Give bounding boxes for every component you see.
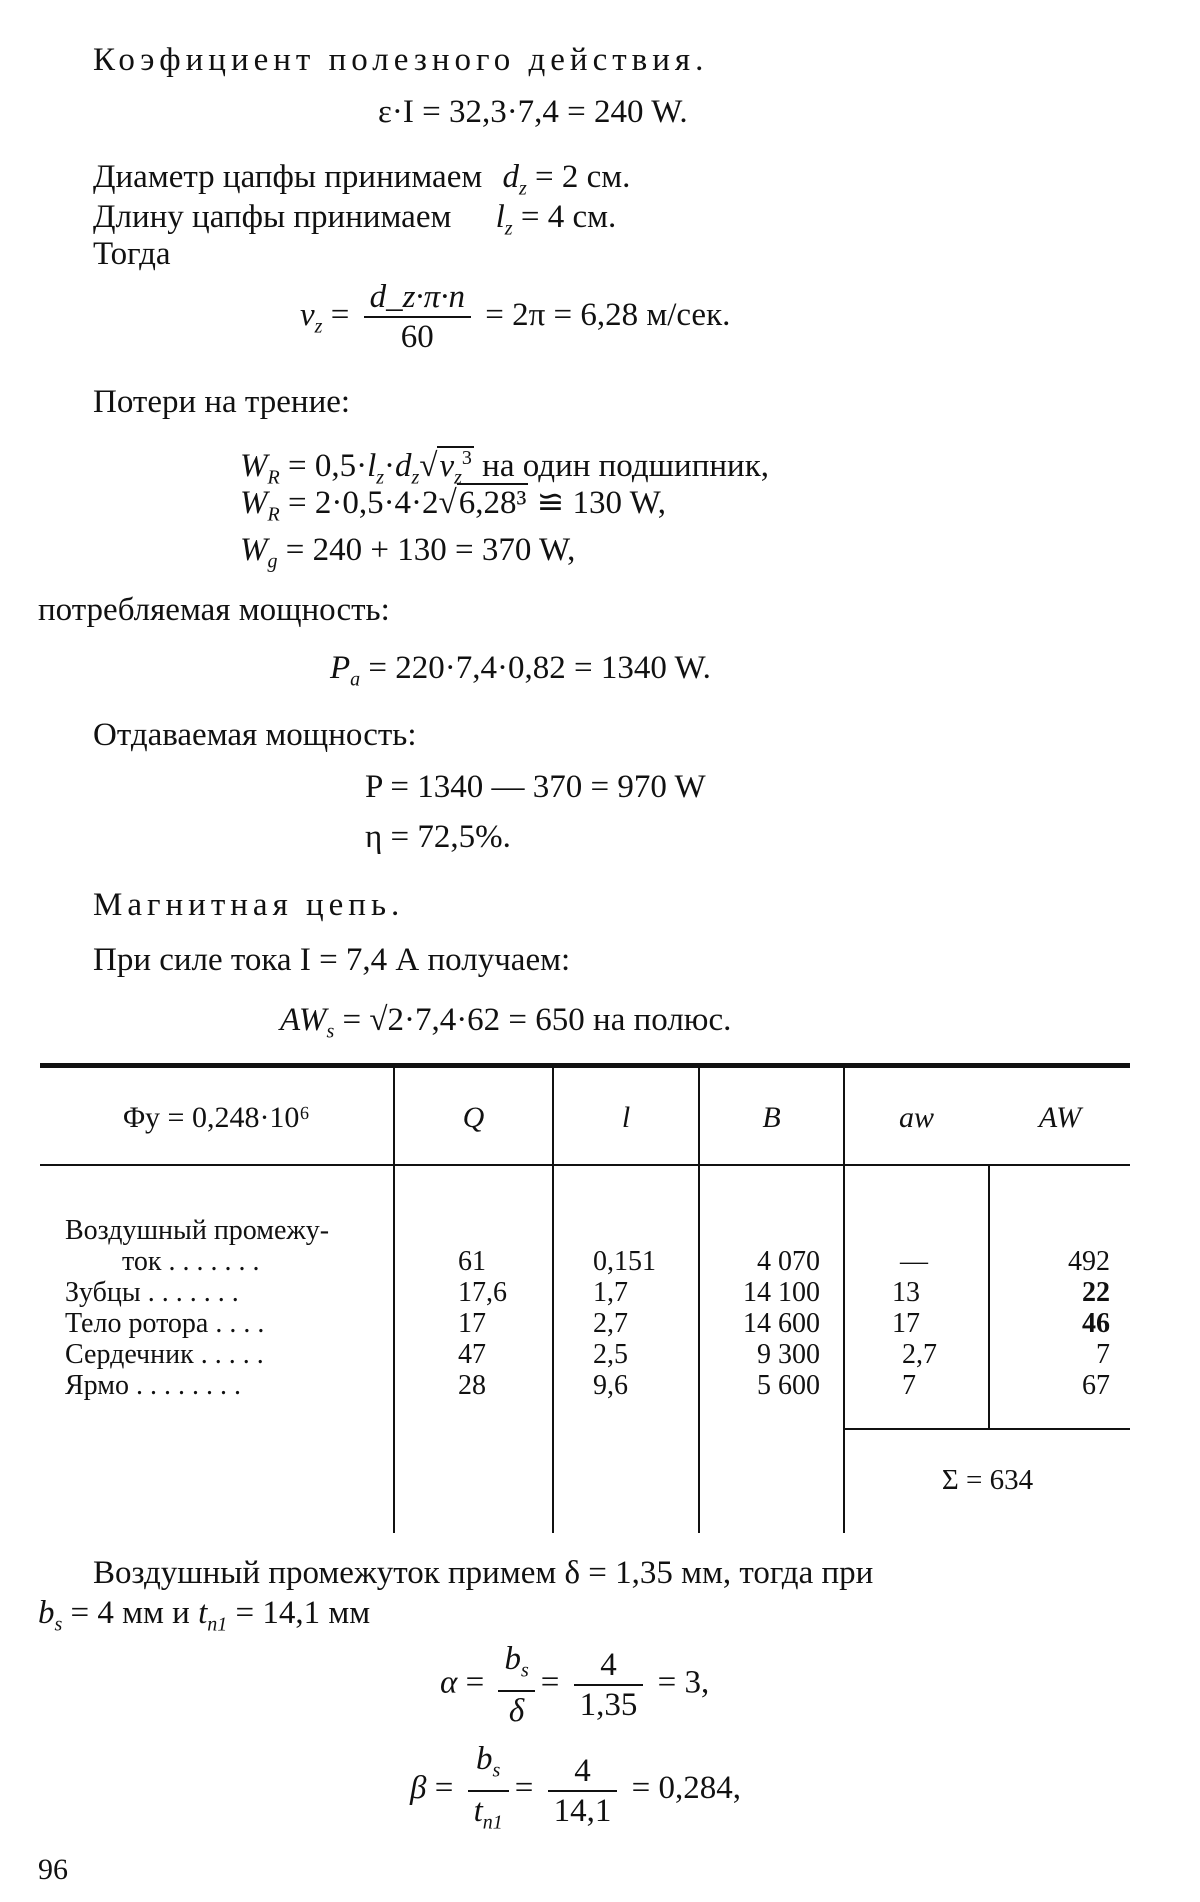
- table-header-rule: [40, 1164, 1130, 1166]
- table-header-flux: Φy = 0,248·10⁶: [123, 1101, 310, 1134]
- heading-efficiency: Коэфициент полезного действия.: [93, 42, 709, 78]
- table-cell: 2,7: [902, 1339, 937, 1370]
- pin-length-text: Длину цапфы принимаем: [93, 199, 452, 235]
- table-cell: 46: [1082, 1308, 1110, 1339]
- table-cell: 7: [902, 1370, 916, 1401]
- table-cell: 2,5: [593, 1339, 628, 1370]
- table-cell: 0,151: [593, 1246, 656, 1277]
- velocity-result: = 2π = 6,28 м/сек.: [485, 297, 731, 333]
- equation-consumed-power: $P_a = 220\cdot 7,4\cdot 0,82 = 1340$ W.: [330, 650, 711, 691]
- table-cell: 7: [1096, 1339, 1110, 1370]
- table-cell: 22: [1082, 1277, 1110, 1308]
- table-header-aw-total: AW: [1038, 1101, 1082, 1134]
- row-label-teeth: Зубцы . . . . . . .: [65, 1277, 239, 1308]
- air-gap-text: Воздушный промежуток примем δ = 1,35 мм, тогда при: [93, 1555, 874, 1591]
- table-cell: 61: [458, 1246, 486, 1277]
- equation-power-input: ε·I = 32,3·7,4 = 240 W.: [378, 94, 688, 130]
- air-gap-text-continued: $b_s = 4$ мм и $t_{n1} = 14,1$ мм: [38, 1595, 371, 1636]
- table-cell: 67: [1082, 1370, 1110, 1401]
- row-label-core: Сердечник . . . . .: [65, 1339, 264, 1370]
- alpha-fraction-left: $\frac{b_s}{\delta}$: [498, 1640, 534, 1730]
- table-cell: 2,7: [593, 1308, 628, 1339]
- alpha-fraction-right: $\frac{4}{1,35}$: [574, 1646, 644, 1724]
- table-cell: —: [900, 1246, 928, 1277]
- equation-friction-per-bearing: $W_R = 0,5\cdot l_z\cdot d_z√v_z^3$ на один подшипник,: [240, 447, 769, 489]
- table-header-q: Q: [462, 1101, 485, 1134]
- row-label-yoke: Ярмо . . . . . . . .: [65, 1370, 241, 1401]
- output-power-label: Отдаваемая мощность:: [93, 717, 417, 753]
- equation-friction-total: $W_R = 2\cdot 0,5\cdot 4\cdot 2√6,28^3$ ≌ 130 W,: [240, 485, 667, 526]
- friction-per-bearing-text: на один подшипник,: [482, 448, 769, 484]
- table-header-b: B: [762, 1101, 781, 1134]
- equation-alpha: α = $\frac{b_s}{\delta}$ = $\frac{4}{1,35}$ = 3,: [440, 1641, 710, 1729]
- magnetic-circuit-table: [40, 1063, 1130, 1563]
- table-cell: 1,7: [593, 1277, 628, 1308]
- heading-magnetic-circuit: Магнитная цепь.: [93, 887, 405, 923]
- friction-label: Потери на трение:: [93, 384, 351, 420]
- beta-fraction-right: $\frac{4}{14,1}$: [548, 1752, 618, 1830]
- table-top-rule: [40, 1063, 1130, 1068]
- equation-beta: β = $\frac{b_s}{t_{n1}}$ = $\frac{4}{14,1}$ = 0,284,: [410, 1740, 741, 1841]
- table-cell: 17: [458, 1308, 486, 1339]
- table-cell: 13: [892, 1277, 920, 1308]
- table-header-aw-small: aw: [898, 1101, 934, 1134]
- pin-diameter-line: Диаметр цапфы принимаем $d_z = 2$ см.: [93, 159, 631, 200]
- table-cell: 14 100: [743, 1277, 820, 1308]
- equation-losses-total: $W_g = 240 + 130 = 370$ W,: [240, 532, 576, 573]
- table-cell: 14 600: [743, 1308, 820, 1339]
- friction-total-result: ≌ 130 W,: [536, 485, 667, 521]
- velocity-fraction: $\frac{d\_z\cdot\pi\cdot n}{60}$: [364, 278, 471, 356]
- table-cell: 17: [892, 1308, 920, 1339]
- pin-length-line: Длину цапфы принимаем $l_z = 4$ см.: [93, 199, 617, 240]
- row-label-rotor-body: Тело ротора . . . .: [65, 1308, 265, 1339]
- table-header-l: l: [621, 1101, 631, 1134]
- row-label-air-gap-1: Воздушный промежу-: [65, 1215, 330, 1246]
- table-cell: 4 070: [757, 1246, 820, 1277]
- then-word: Тогда: [93, 236, 171, 272]
- table-sum-rule: [845, 1428, 1130, 1430]
- table-cell: 5 600: [757, 1370, 820, 1401]
- table-cell: 9,6: [593, 1370, 628, 1401]
- consumed-power-label: потребляемая мощность:: [38, 592, 390, 628]
- pin-diameter-value: = 2 см.: [535, 159, 631, 195]
- beta-fraction-left: $\frac{b_s}{t_{n1}}$: [468, 1740, 509, 1841]
- table-cell: 492: [1068, 1246, 1110, 1277]
- equation-efficiency: η = 72,5%.: [365, 819, 511, 855]
- equation-velocity: $v_z$ = $\frac{d\_z\cdot\pi\cdot n}{60}$ = 2π = 6,28 м/сек.: [300, 279, 731, 356]
- equation-ampere-turns: $AW_s = √2\cdot 7,4\cdot 62 = 650$ на полюс.: [280, 1002, 732, 1043]
- table-cell: 17,6: [458, 1277, 507, 1308]
- equation-output-power: P = 1340 — 370 = 970 W: [365, 769, 706, 805]
- table-sum: Σ = 634: [941, 1464, 1034, 1496]
- current-text: При силе тока I = 7,4 А получаем:: [93, 942, 571, 978]
- page-number: 96: [38, 1853, 68, 1886]
- pin-diameter-text: Диаметр цапфы принимаем: [93, 159, 483, 195]
- table-cell: 28: [458, 1370, 486, 1401]
- row-label-air-gap-2: ток . . . . . . .: [122, 1246, 260, 1277]
- table-cell: 9 300: [757, 1339, 820, 1370]
- pin-length-value: = 4 см.: [520, 199, 617, 235]
- table-cell: 47: [458, 1339, 486, 1370]
